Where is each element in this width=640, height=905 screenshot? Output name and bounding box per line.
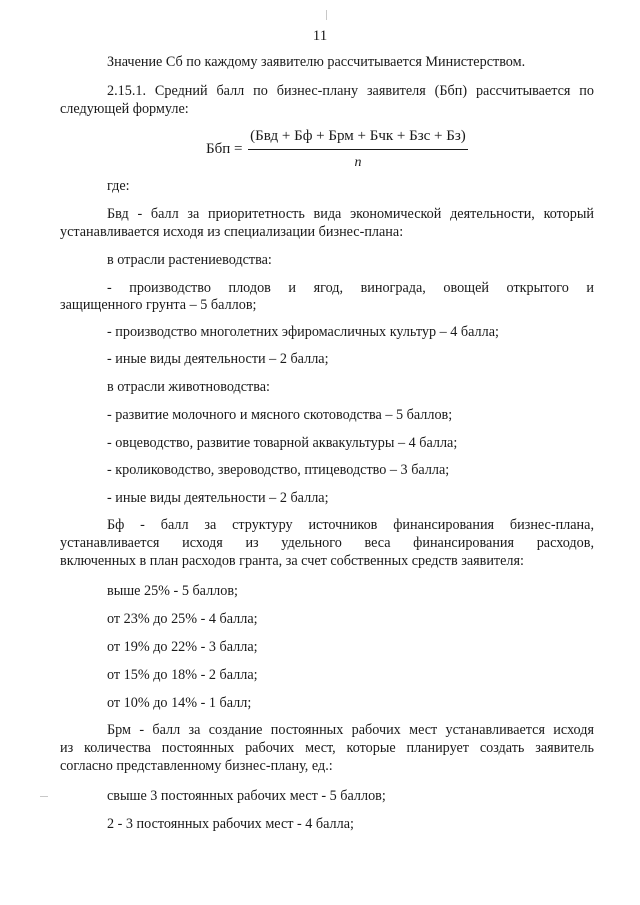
livestock-heading: в отрасли животноводства: [107, 379, 270, 395]
fraction-bar [248, 149, 468, 150]
paragraph-sb-value: Значение Сб по каждому заявителю рассчитывается Министерством. [107, 54, 526, 70]
livestock-item-4: - иные виды деятельности – 2 балла; [107, 490, 329, 506]
scan-mark-top [326, 10, 327, 20]
crop-item-1-line1: - производство плодов и ягод, винограда, овощей открытого и [107, 280, 594, 296]
bf-definition-line2: устанавливается исходя из удельного веса финансирования расходов, [60, 535, 594, 551]
formula-denominator: n [354, 155, 362, 170]
crop-item-2: - производство многолетних эфиромасличных культур – 4 балла; [107, 324, 499, 340]
bf-definition-line3: включенных в план расходов гранта, за счет собственных средств заявителя: [60, 553, 524, 569]
bvd-definition-line2: устанавливается исходя из специализации бизнес-плана: [60, 224, 404, 240]
scan-mark-left [40, 796, 48, 797]
crop-item-3: - иные виды деятельности – 2 балла; [107, 351, 329, 367]
bf-definition-line1: Бф - балл за структуру источников финансирования бизнес-плана, [107, 517, 594, 533]
bf-item-3: от 19% до 22% - 3 балла; [107, 639, 258, 655]
bf-item-5: от 10% до 14% - 1 балл; [107, 695, 252, 711]
bf-item-4: от 15% до 18% - 2 балла; [107, 667, 258, 683]
brm-item-1: свыше 3 постоянных рабочих мест - 5 баллов; [107, 788, 386, 804]
bf-item-1: выше 25% - 5 баллов; [107, 583, 238, 599]
livestock-item-2: - овцеводство, развитие товарной аквакультуры – 4 балла; [107, 435, 458, 451]
crop-item-1-line2: защищенного грунта – 5 баллов; [60, 297, 257, 313]
brm-item-2: 2 - 3 постоянных рабочих мест - 4 балла; [107, 816, 354, 832]
clause-2-15-1-line1: 2.15.1. Средний балл по бизнес-плану заявителя (Ббп) рассчитывается по [107, 83, 594, 99]
crop-heading: в отрасли растениеводства: [107, 252, 272, 268]
page-number: 11 [312, 28, 328, 44]
bf-item-2: от 23% до 25% - 4 балла; [107, 611, 258, 627]
clause-2-15-1-line2: следующей формуле: [60, 101, 189, 117]
brm-definition-line1: Брм - балл за создание постоянных рабочих мест устанавливается исходя [107, 722, 594, 738]
bvd-definition-line1: Бвд - балл за приоритетность вида экономической деятельности, который [107, 206, 594, 222]
brm-definition-line2: из количества постоянных рабочих мест, которые планирует создать заявитель [60, 740, 594, 756]
where-label: где: [107, 178, 130, 194]
livestock-item-3: - кролиководство, звероводство, птицеводство – 3 балла; [107, 462, 450, 478]
brm-definition-line3: согласно представленному бизнес-плану, ед.: [60, 758, 333, 774]
formula-lhs: Ббп = [206, 141, 243, 157]
livestock-item-1: - развитие молочного и мясного скотоводства – 5 баллов; [107, 407, 453, 423]
formula-numerator: (Бвд + Бф + Брм + Бчк + Бзс + Бз) [250, 128, 466, 144]
